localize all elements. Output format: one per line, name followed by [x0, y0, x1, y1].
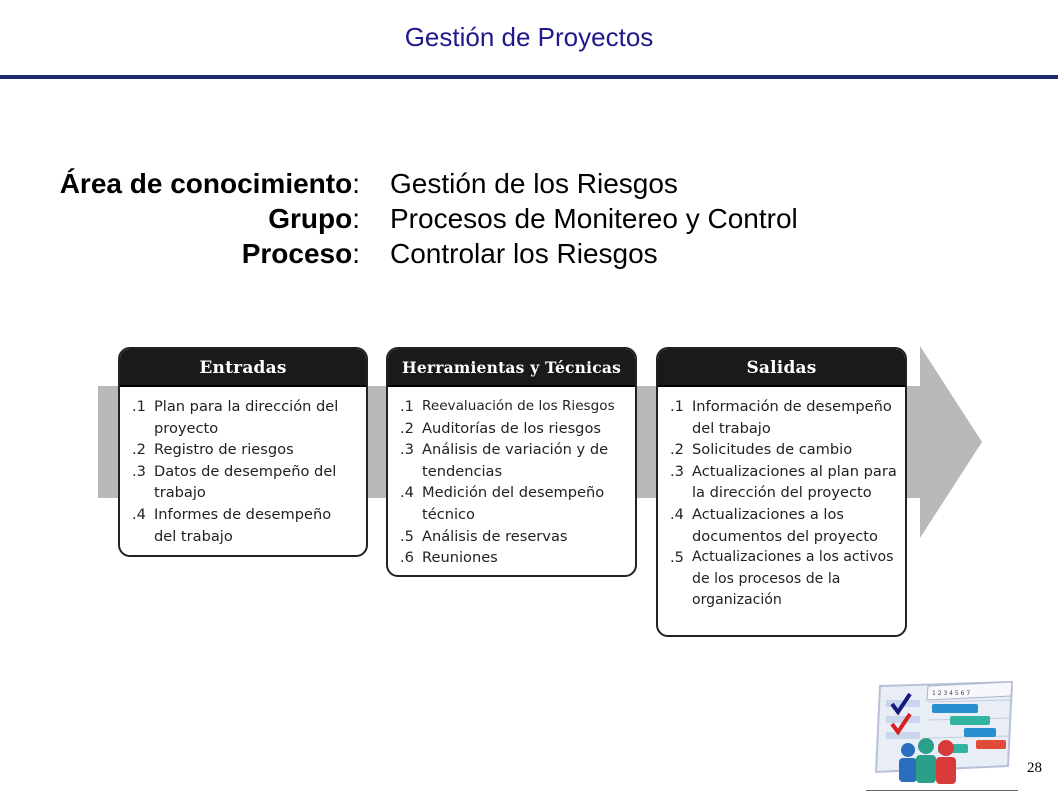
list-item: .4 Actualizaciones a los documentos del proyecto: [670, 505, 878, 545]
inputs-header: Entradas: [120, 349, 366, 387]
process-label: Proceso: [241, 238, 353, 269]
group-label: Grupo: [268, 203, 353, 234]
list-item: .3 Datos de desempeño del trabajo: [132, 462, 337, 502]
list-item: .1 Información de desempeño del trabajo: [670, 398, 892, 437]
list-item: .6 Reuniones: [400, 549, 498, 567]
list-item: .4 Informes de desempeño del trabajo: [132, 505, 332, 545]
project-management-gantt-icon: [868, 680, 1018, 790]
list-item: .2 Registro de riesgos: [132, 441, 294, 459]
process-value: Controlar los Riesgos: [390, 238, 658, 269]
svg-text:1 2 3 4 5 6 7: 1 2 3 4 5 6 7: [932, 690, 971, 697]
info-row-process: Proceso: Controlar los Riesgos: [241, 238, 658, 269]
list-item: .5 Actualizaciones a los activos de los procesos de la organización: [670, 549, 894, 609]
info-row-group: Grupo: Procesos de Monitereo y Control: [268, 203, 798, 234]
list-item: .5 Análisis de reservas: [400, 527, 568, 545]
tools-box: [386, 347, 637, 577]
area-label: Área de conocimiento: [59, 168, 353, 199]
list-item: .1 Plan para la dirección del proyecto: [132, 398, 339, 437]
list-item: .2 Solicitudes de cambio: [670, 441, 853, 459]
area-value: Gestión de los Riesgos: [390, 168, 678, 199]
tools-header: Herramientas y Técnicas: [388, 349, 635, 387]
list-item: .4 Medición del desempeño técnico: [400, 484, 605, 523]
list-item: .3 Análisis de variación y de tendencias: [400, 441, 609, 480]
page-title: Gestión de Proyectos: [404, 22, 654, 52]
inputs-box: [118, 347, 368, 557]
page-number: 28: [1027, 760, 1042, 776]
footer-rule: [866, 790, 1018, 791]
list-item: .2 Auditorías de los riesgos: [400, 419, 601, 437]
list-item: .1 Reevaluación de los Riesgos: [400, 398, 615, 415]
outputs-box: [656, 347, 907, 637]
info-row-area: Área de conocimiento: Gestión de los Riesgos: [59, 168, 678, 199]
list-item: .3 Actualizaciones al plan para la dirección del proyecto: [670, 462, 897, 502]
outputs-header: Salidas: [658, 349, 905, 387]
group-value: Procesos de Monitereo y Control: [390, 203, 798, 234]
